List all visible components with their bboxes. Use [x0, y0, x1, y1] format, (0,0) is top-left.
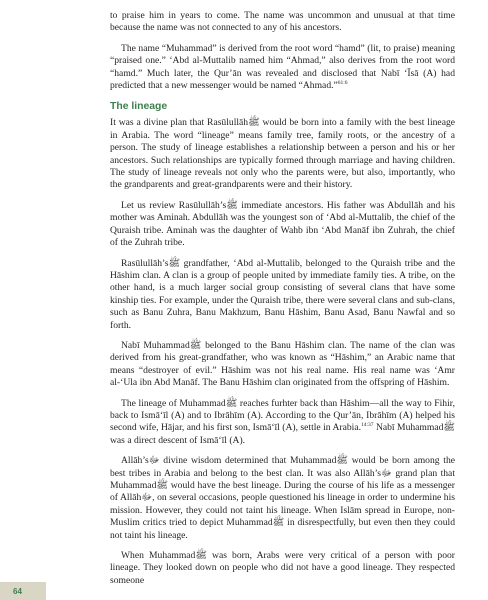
quran-reference: 14:37	[360, 422, 374, 429]
paragraph-arab-criticism: When Muhammadﷺ was born, Arabs were very critical of a person with poor lineage. They looked down on people who did not have a good lineage. They respected someone	[110, 550, 455, 586]
paragraph-lineage-reach	[110, 398, 455, 448]
paragraph-divine-plan: It was a divine plan that Rasūlullāhﷺ would be born into a family with the best lineage in Arabia. The word “lineage” means family tree, family roots, or the ancestry of a person. The study of lineage establishes a relationship between a person and his or her ancestors. Such relationships are typically formed through marriage and having children. The study of lineage reveals not only who the parents were, but also, importantly, who the grandparents and great-grandparents were and their history.	[110, 117, 456, 191]
paragraph-lineage-reach-text: The lineage of Muhammadﷺ reaches furhter back than Hāshim—all the way to Fihir, back to Ismā‘īl (A) and to Ibrāhīm (A). According to the Qur’ān, Ibrāhīm (A) helped his second wife, Hājar, and his first son, Ismā‘īl (A), settle in Arabia.	[110, 397, 455, 434]
paragraph-immediate-ancestors: Let us review Rasūlullāh’sﷺ immediate ancestors. His father was Abdullāh and his mother was Aminah. Abdullāh was the youngest son of ‘Abd al-Muttalib, the chief of the Quraish tribe. Aminah was the daughter of Wahb ibn ‘Abd Manāf ibn Zuhrah, the chief of the Zuhrah tribe.	[110, 199, 455, 249]
paragraph-grandfather: Rasūlullāh’sﷺ grandfather, ‘Abd al-Muttalib, belonged to the Quraish tribe and the Hāshim clan. A clan is a group of people united by immediate family ties. A tribe, on the other hand, is a much larger social group consisting of several clans that have some kinship ties. For example, under the Quraish tribe, there were several clans and sub-clans, such as Banu Zuhra, Banu Makhzum, Banu Hāshim, Banu Asad, Banu Nawfal and so forth.	[110, 257, 455, 331]
footer-band	[0, 582, 46, 600]
paragraph-lineage-reach-end: Nabī Muhammadﷺ was a direct descent of Ismā‘īl (A).	[110, 422, 455, 446]
paragraph-banu-hashim: Nabī Muhammadﷺ belonged to the Banu Hāshim clan. The name of the clan was derived from his great-grandfather, who was known as “Hāshim,” an Arabic name that means “destroyer of evil.” Hāshim was not his real name. His real name was ‘Amr al-‘Ula ibn Abd Manāf. The Banu Hāshim clan originated from the offspring of Hāshim.	[110, 339, 455, 389]
page-number: 64	[13, 587, 22, 596]
section-heading: The lineage	[110, 101, 168, 113]
paragraph-divine-wisdom: Allāh’sﷻ divine wisdom determined that Muhammadﷺ would be born among the best tribes in Arabia and belong to the best clan. It was also Allāh’sﷻ grand plan that Muhammadﷺ would have the best lineage. During the course of his life as a messenger of Allāhﷻ, on several occasions, people questioned his lineage in order to undermine his mission. However, they could not taint his lineage. When Islām spread in Europe, non-Muslim critics tried to depict Muhammadﷺ in disrespectfully, but even then they could not taint his lineage.	[110, 455, 455, 541]
quran-reference: 61:6	[337, 80, 348, 87]
paragraph-name-origin	[110, 43, 455, 93]
paragraph-name-origin-text: The name “Muhammad” is derived from the root word “hamd” (lit, to praise) meaning “praised one.” ‘Abd al-Muttalib named him “Ahmad,” also derives from the root word “hamd.” Much later, the Qur’ān was revealed and disclosed that Nabī ‘Īsā (A) had predicted that a new messenger would be named “Ahmad.”	[110, 42, 455, 92]
text-column	[110, 10, 455, 595]
paragraph-continuation: to praise him in years to come. The name was uncommon and unusual at that time because the name was not connected to any of his ancestors.	[110, 10, 455, 34]
